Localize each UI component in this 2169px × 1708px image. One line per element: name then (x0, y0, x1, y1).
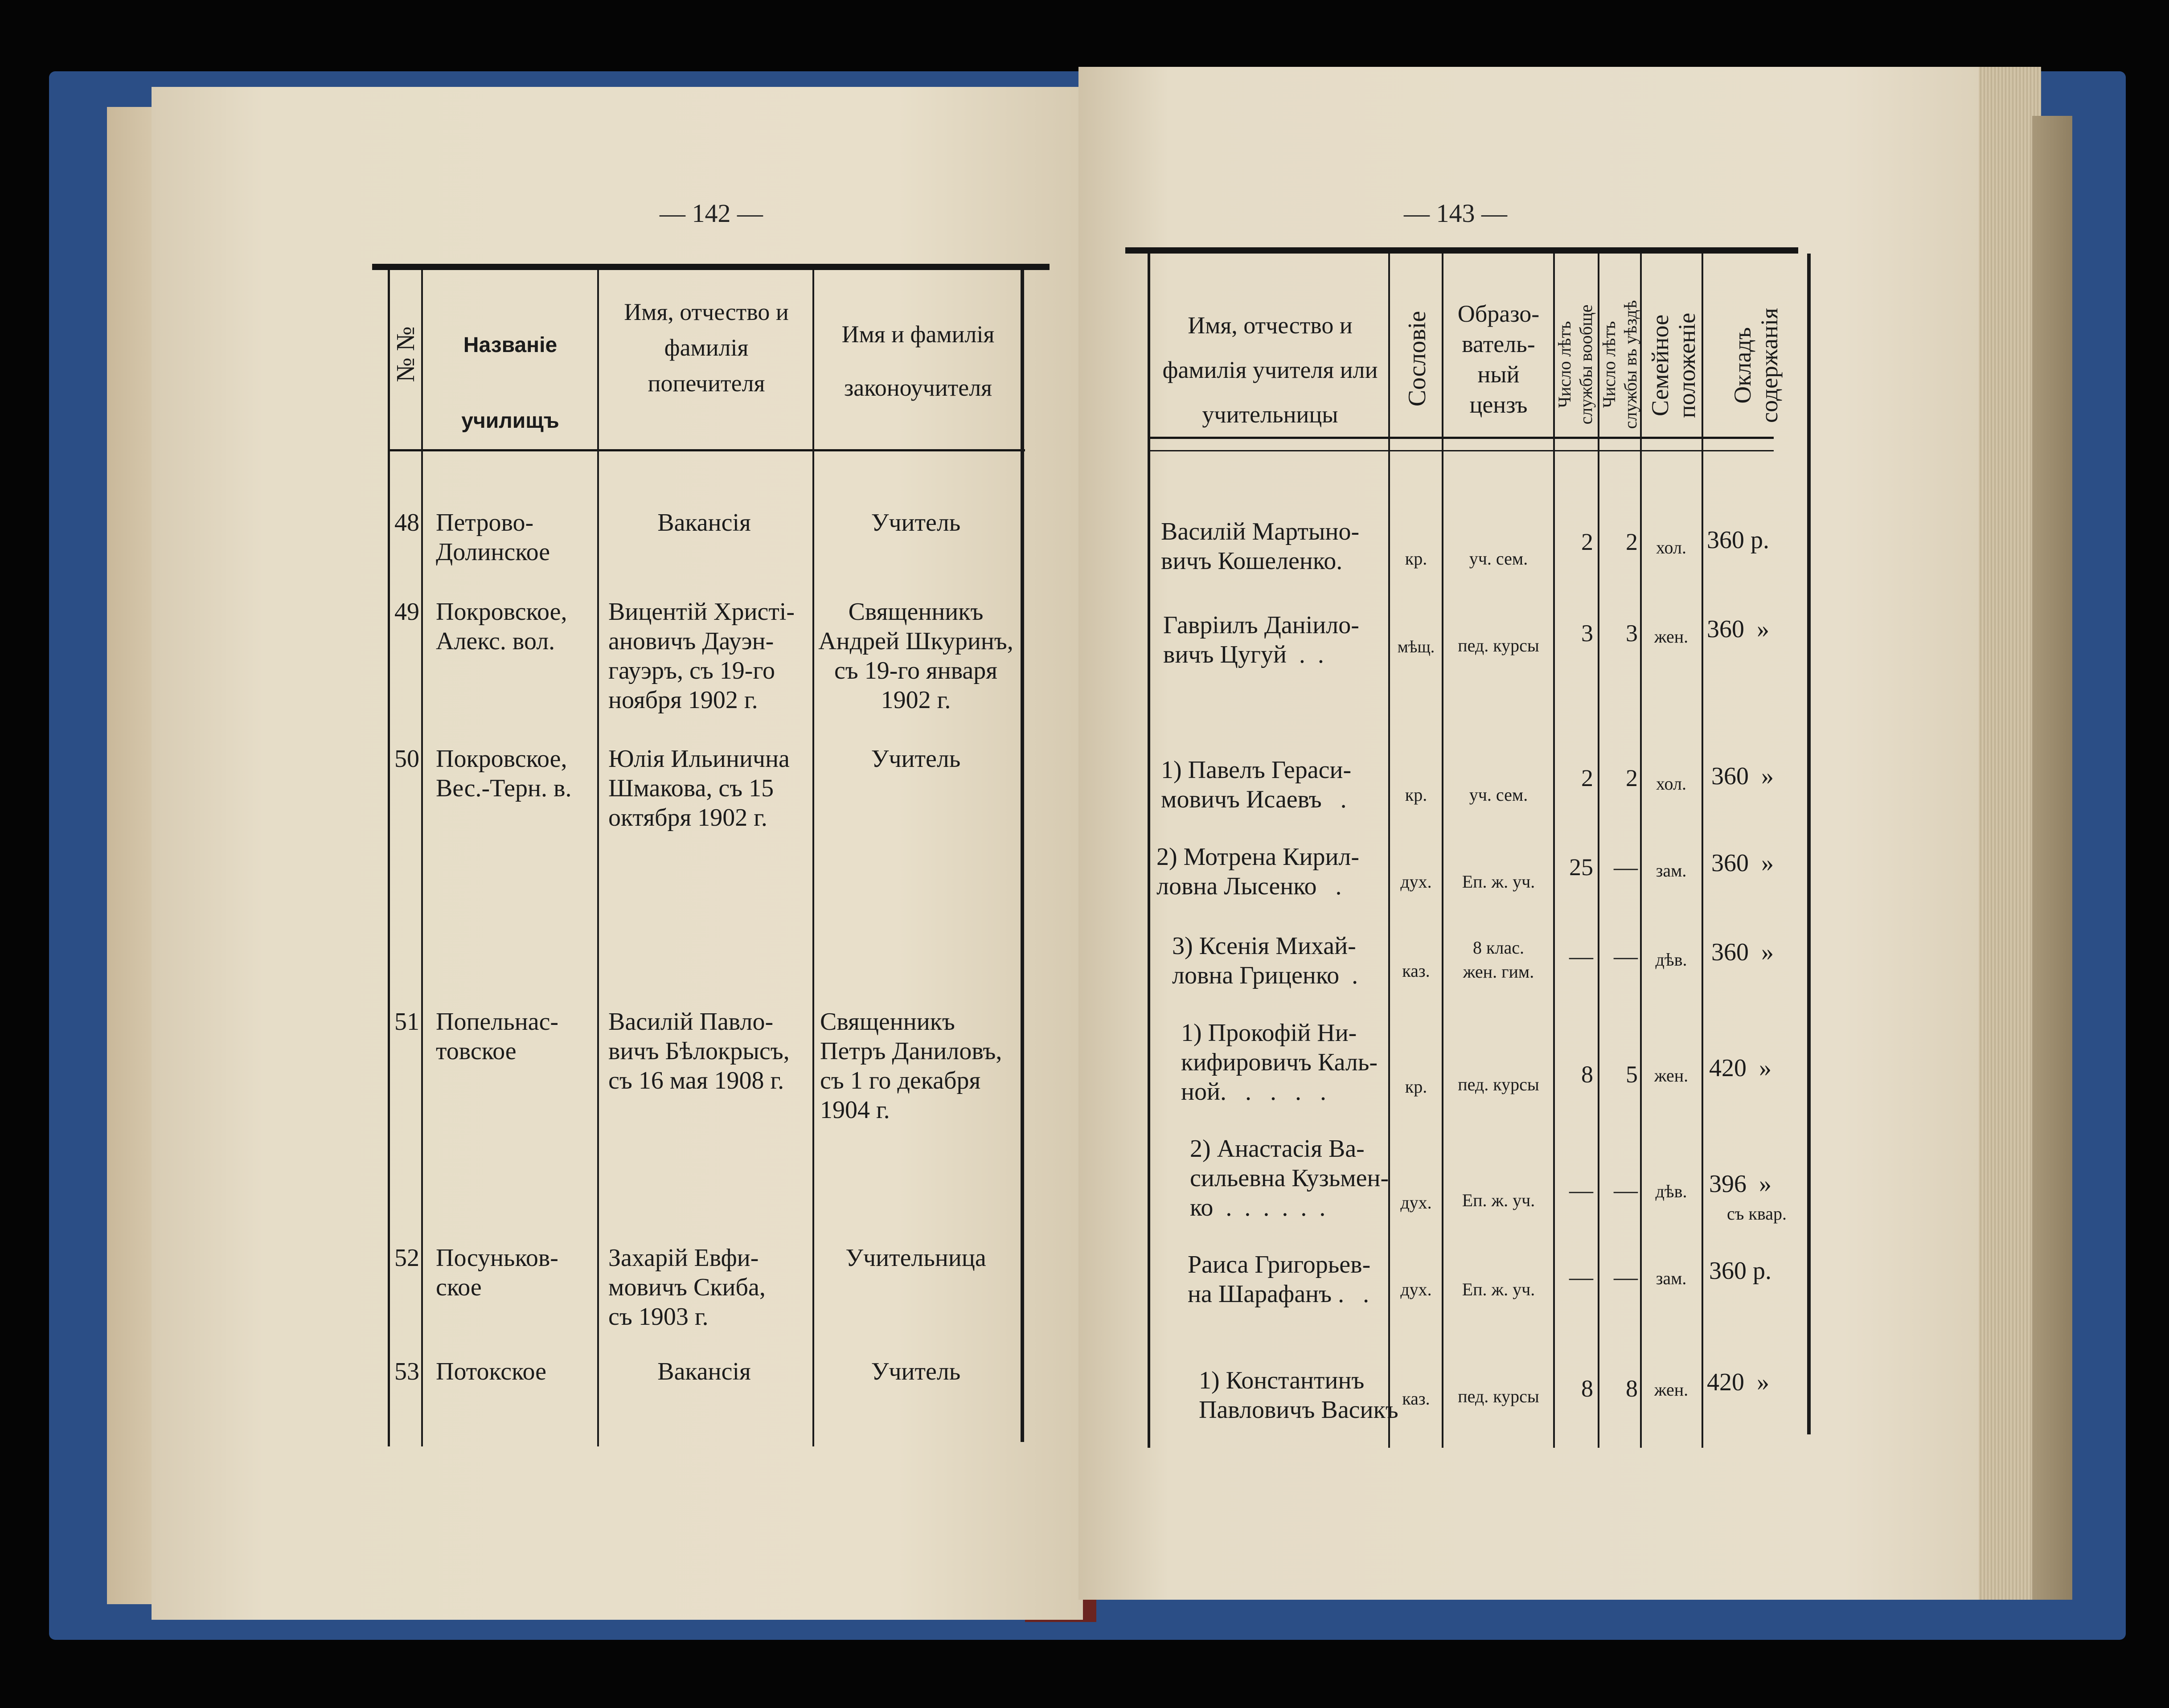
row-education: Еп. ж. уч. (1462, 872, 1535, 892)
row-education: уч. сем. (1469, 549, 1528, 569)
row-years-total: — (1569, 1177, 1593, 1204)
row-years-district: 8 (1626, 1375, 1638, 1402)
row-estate: дух. (1400, 1192, 1432, 1212)
row-trustee: Василій Павло- вичъ Бѣлокрысъ, съ 16 мая 1908 г. (608, 1008, 790, 1094)
row-family: жен. (1654, 1065, 1689, 1085)
row-salary-note: съ квар. (1727, 1204, 1787, 1224)
row-salary: 420 » (1709, 1054, 1771, 1082)
header-school: Названіе училищъ (461, 333, 559, 433)
header-trustee: Имя, отчество и фамилія попечителя (624, 299, 789, 397)
row-education: уч. сем. (1469, 785, 1528, 805)
header-salary: Окладъ содержанія (1729, 308, 1783, 423)
row-years-district: — (1614, 1264, 1638, 1290)
row-education: пед. курсы (1458, 635, 1539, 655)
row-salary: 360 » (1711, 938, 1774, 966)
page-number-right: — 143 — (1404, 199, 1507, 228)
row-trustee: Захарій Евфи- мовичъ Скиба, съ 1903 г. (608, 1244, 766, 1331)
row-family: хол. (1656, 774, 1686, 794)
row-education: 8 клас. жен. гим. (1463, 938, 1534, 982)
row-teacher: 1) Павелъ Гераси- мовичъ Исаевъ . (1161, 756, 1352, 813)
row-estate: дух. (1400, 1279, 1432, 1299)
row-trustee: Вакансія (657, 509, 751, 537)
row-priest: Учитель (871, 1358, 961, 1385)
table-top-rule-right (1125, 247, 1798, 254)
row-salary: 360 » (1711, 849, 1774, 877)
row-no: 51 (394, 1008, 419, 1036)
header-family: Семейное положеніе (1647, 312, 1700, 418)
header-estate: Сословіе (1403, 311, 1431, 407)
row-family: дѣв. (1655, 950, 1687, 970)
row-years-total: 3 (1581, 620, 1593, 647)
page-number-left: — 142 — (660, 199, 763, 228)
table-border-right (1021, 270, 1024, 1442)
row-priest: Учитель (871, 745, 961, 773)
row-education: пед. курсы (1458, 1386, 1539, 1406)
row-years-total: — (1569, 1264, 1593, 1290)
row-trustee: Вицентій Христі- ановичъ Дауэн- гауэръ, съ 19-го ноября 1902 г. (608, 598, 795, 714)
row-salary: 396 » (1709, 1170, 1771, 1198)
row-priest: Учитель (871, 509, 961, 537)
column-divider (421, 270, 423, 1446)
header-teacher: Имя, отчество и фамилія учителя или учительницы (1162, 312, 1378, 428)
table-border-left (388, 270, 390, 1446)
row-school: Попельнас- товское (436, 1008, 559, 1065)
row-family: зам. (1656, 860, 1687, 881)
row-priest: Учительница (845, 1244, 986, 1272)
row-no: 48 (394, 509, 419, 537)
header-rule-right-2 (1150, 450, 1774, 451)
header-years-total: Число лѣтъ службы вообще (1554, 304, 1596, 425)
row-years-district: 3 (1626, 620, 1638, 647)
table-border-right (1807, 254, 1811, 1434)
column-divider (1388, 254, 1390, 1448)
header-education: Образо- ватель- ный цензъ (1457, 300, 1540, 418)
table-border-left (1148, 254, 1150, 1448)
column-divider (1442, 254, 1443, 1448)
row-school: Потокское (436, 1358, 547, 1385)
row-estate: кр. (1405, 785, 1427, 805)
column-divider (597, 270, 599, 1446)
header-priest: Имя и фамилія законоучителя (841, 321, 995, 401)
row-no: 52 (394, 1244, 419, 1272)
row-years-district: — (1614, 943, 1638, 970)
row-teacher: 1) Константинъ Павловичъ Васикъ (1199, 1367, 1398, 1424)
row-teacher: Раиса Григорьев- на Шарафанъ . . (1188, 1251, 1371, 1308)
row-years-district: 2 (1626, 528, 1638, 555)
row-family: хол. (1656, 537, 1686, 557)
row-no: 50 (394, 745, 419, 773)
row-salary: 360 » (1707, 615, 1769, 643)
row-salary: 420 » (1707, 1368, 1769, 1396)
row-family: жен. (1654, 627, 1689, 647)
row-trustee: Юлія Ильинична Шмакова, съ 15 октября 1902 г. (608, 745, 790, 831)
row-teacher: 3) Ксенія Михай- ловна Гриценко . (1172, 932, 1358, 989)
row-years-total: 2 (1581, 528, 1593, 555)
row-priest: Священникъ Андрей Шкуринъ, съ 19-го января 1902 г. (818, 598, 1013, 714)
right-cover-edge (2032, 116, 2072, 1600)
row-family: зам. (1656, 1268, 1687, 1288)
row-years-district: — (1614, 1177, 1638, 1204)
row-family: жен. (1654, 1380, 1689, 1400)
header-years-district: Число лѣтъ службы въ уѣздѣ (1599, 300, 1640, 429)
row-school: Посуньков- ское (436, 1244, 558, 1301)
row-years-total: 25 (1569, 854, 1593, 881)
column-divider (812, 270, 814, 1446)
row-teacher: 1) Прокофій Ни- кифировичъ Каль- ной. . . . . (1181, 1019, 1378, 1106)
row-teacher: 2) Мотрена Кирил- ловна Лысенко . (1156, 843, 1360, 900)
row-family: дѣв. (1655, 1181, 1687, 1201)
row-years-total: 2 (1581, 765, 1593, 791)
row-teacher: Василій Мартыно- вичъ Кошеленко. (1161, 518, 1360, 575)
row-salary: 360 р. (1709, 1257, 1771, 1285)
row-estate: каз. (1402, 1389, 1430, 1409)
row-estate: кр. (1405, 549, 1427, 569)
row-years-district: 2 (1626, 765, 1638, 791)
row-teacher: 2) Анастасія Ва- сильевна Кузьмен- ко . . . . . . (1190, 1135, 1389, 1221)
table-top-rule-left (372, 264, 1050, 270)
row-estate: дух. (1400, 872, 1432, 892)
row-teacher: Гавріилъ Даніило- вичъ Цугуй . . (1163, 611, 1359, 668)
header-no: № № (391, 326, 420, 382)
row-priest: Священникъ Петръ Даниловъ, съ 1 го декабря 1904 г. (820, 1008, 1002, 1124)
header-rule-right (1150, 437, 1774, 439)
row-education: Еп. ж. уч. (1462, 1190, 1535, 1210)
row-salary: 360 » (1711, 762, 1774, 790)
row-estate: мѣщ. (1397, 638, 1435, 656)
row-years-district: — (1614, 854, 1638, 881)
row-school: Петрово- Долинское (436, 509, 550, 566)
row-education: пед. курсы (1458, 1074, 1539, 1094)
row-education: Еп. ж. уч. (1462, 1279, 1535, 1299)
row-no: 49 (394, 598, 419, 626)
row-years-total: 8 (1581, 1375, 1593, 1402)
row-years-total: — (1569, 943, 1593, 970)
row-estate: кр. (1405, 1077, 1427, 1097)
column-divider (1702, 254, 1703, 1448)
row-no: 53 (394, 1358, 419, 1385)
row-years-total: 8 (1581, 1061, 1593, 1088)
row-school: Покровское, Вес.-Терн. в. (436, 745, 572, 802)
row-salary: 360 р. (1707, 526, 1769, 554)
row-school: Покровское, Алекс. вол. (436, 598, 567, 655)
row-estate: каз. (1402, 961, 1430, 981)
row-trustee: Вакансія (657, 1358, 751, 1385)
row-years-district: 5 (1626, 1061, 1638, 1088)
